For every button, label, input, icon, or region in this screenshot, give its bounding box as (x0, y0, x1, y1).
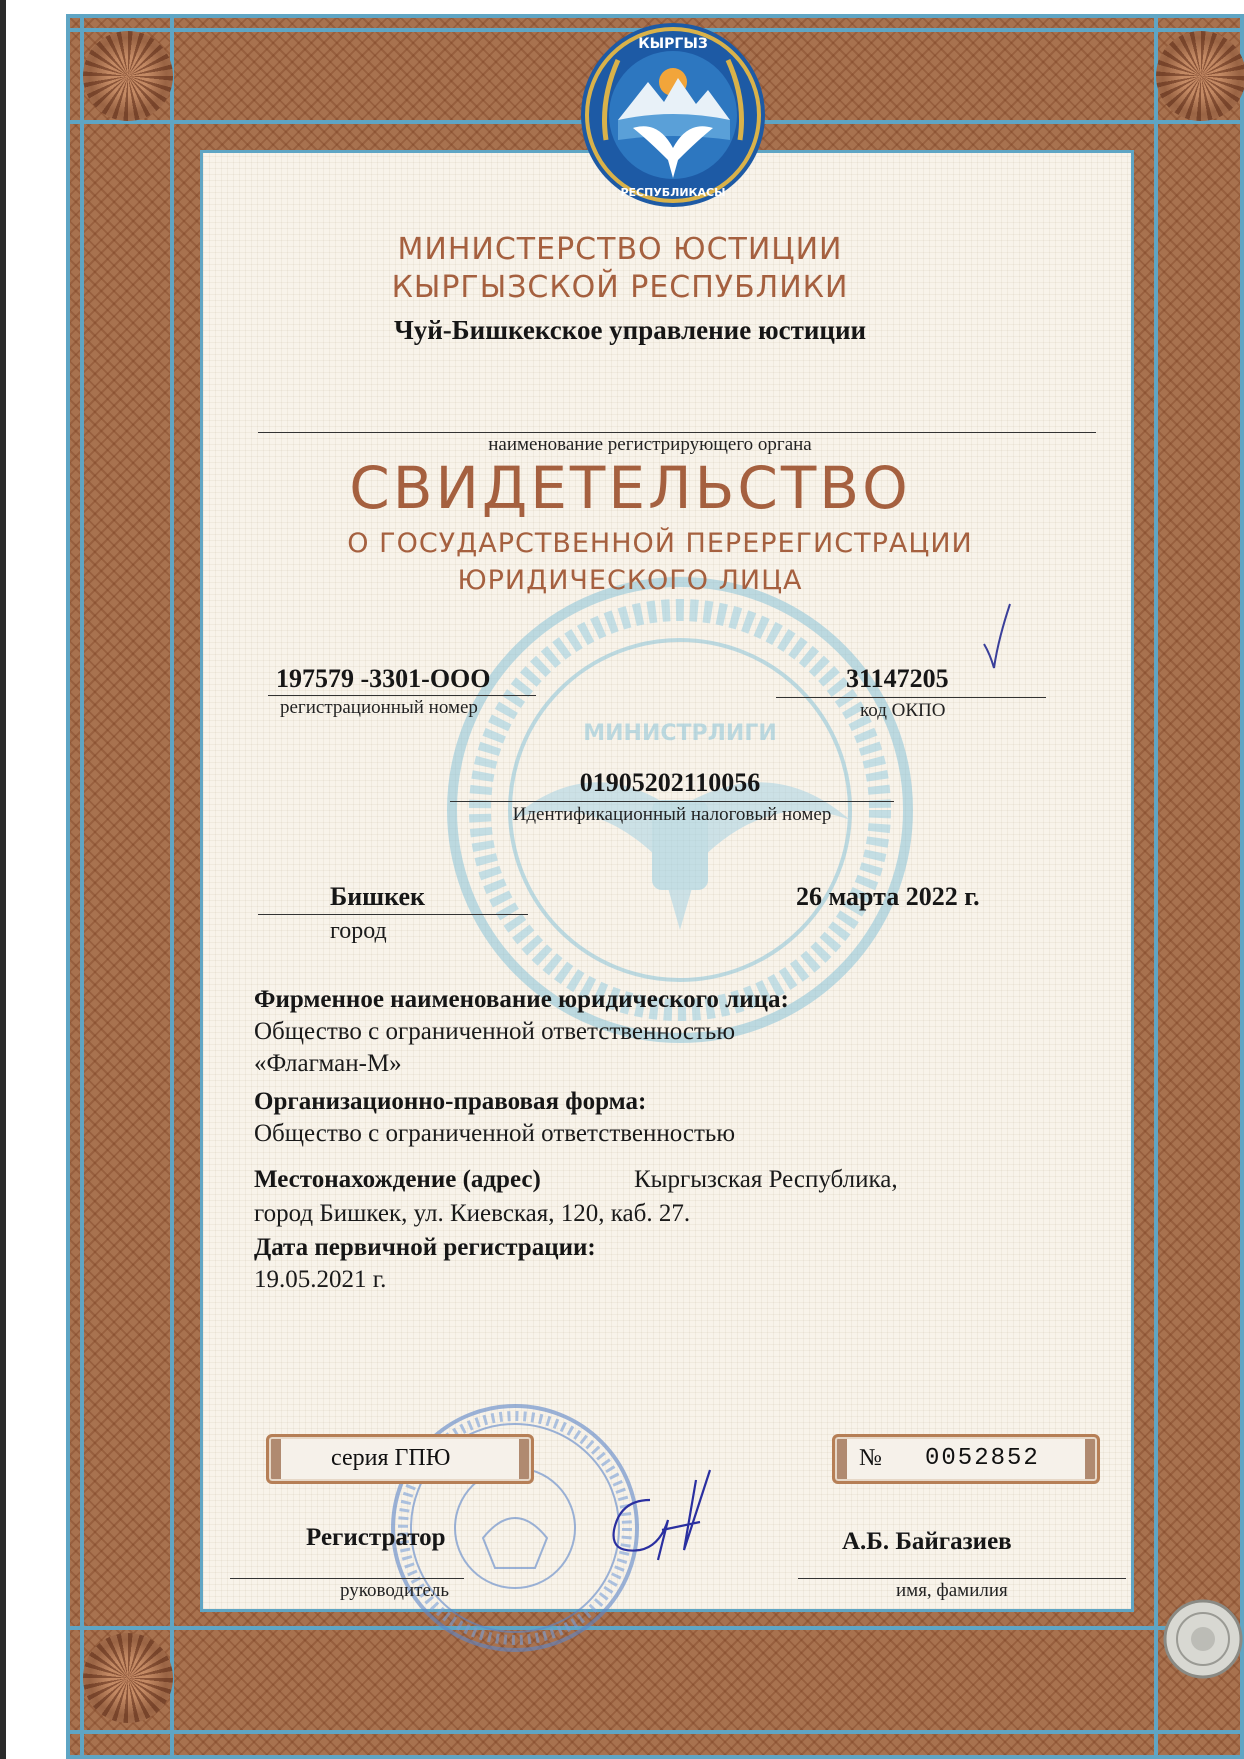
border-band-bottom-inner (66, 1626, 1244, 1630)
okpo-code: 31147205 (846, 664, 949, 693)
registration-number-caption: регистрационный номер (280, 697, 478, 718)
scan-edge (0, 0, 6, 1759)
emblem-bottom-text: РЕСПУБЛИКАСЫ (620, 186, 726, 199)
legal-form-value: Общество с ограниченной ответственностью (254, 1120, 735, 1147)
okpo-underline (776, 697, 1046, 698)
issue-date: 26 марта 2022 г. (796, 882, 980, 911)
address-label: Местонахождение (адрес) (254, 1166, 541, 1193)
company-name-label: Фирменное наименование юридического лица: (254, 986, 789, 1013)
document-number: 0052852 (925, 1445, 1040, 1472)
border-band-bottom (66, 1730, 1244, 1734)
corner-rosette-bottom-left (83, 1633, 173, 1723)
checkmark-icon (980, 600, 1014, 672)
first-registration-value: 19.05.2021 г. (254, 1266, 387, 1293)
address-line-2: город Бишкек, ул. Киевская, 120, каб. 27. (254, 1200, 691, 1227)
number-plaque (832, 1434, 1100, 1484)
certificate-subtitle-1: О ГОСУДАРСТВЕННОЙ ПЕРЕРЕГИСТРАЦИИ (347, 528, 973, 559)
ministry-line-2: КЫРГЫЗСКОЙ РЕСПУБЛИКИ (391, 270, 849, 305)
registrar-label: Регистратор (306, 1524, 446, 1551)
department-caption: наименование регистрирующего органа (488, 434, 812, 455)
department-underline (258, 432, 1096, 433)
corner-rosette-top-left (83, 31, 173, 121)
registration-number: 197579 -3301-ООО (276, 664, 491, 693)
series-plaque (266, 1434, 534, 1484)
company-name-line-1: Общество с ограниченной ответственностью (254, 1018, 735, 1045)
certificate-subtitle-2: ЮРИДИЧЕСКОГО ЛИЦА (457, 565, 803, 596)
address-line-1: Кыргызская Республика, (634, 1166, 898, 1193)
watermark-text: МИНИСТРЛИГИ (583, 721, 777, 746)
tax-id-underline (450, 801, 894, 802)
registrar-name: А.Б. Байгазиев (842, 1528, 1012, 1555)
city-caption: город (330, 918, 387, 944)
signature (600, 1460, 730, 1570)
name-caption: имя, фамилия (896, 1580, 1008, 1601)
company-name-line-2: «Флагман-М» (254, 1050, 402, 1077)
corner-rosette-top-right (1156, 31, 1244, 121)
first-registration-label: Дата первичной регистрации: (254, 1234, 596, 1261)
name-underline (798, 1578, 1126, 1579)
registrar-caption: руководитель (340, 1580, 450, 1601)
tax-id-caption: Идентификационный налоговый номер (512, 804, 832, 825)
number-sign: № (859, 1445, 882, 1471)
border-band-left (80, 14, 84, 1759)
department-name: Чуй-Бишкекское управление юстиции (393, 315, 867, 345)
hologram-seal-icon (1162, 1598, 1244, 1680)
series-text: серия ГПЮ (331, 1445, 451, 1471)
city-underline (258, 914, 528, 915)
city-value: Бишкек (330, 882, 425, 911)
certificate-title: СВИДЕТЕЛЬСТВО (349, 454, 911, 522)
state-emblem (578, 20, 768, 210)
okpo-caption: код ОКПО (860, 700, 946, 721)
tax-id-number: 01905202110056 (579, 768, 761, 797)
registrar-underline (230, 1578, 464, 1579)
border-band-right-inner (1154, 14, 1158, 1759)
registration-number-underline (268, 695, 536, 696)
emblem-top-text: КЫРГЫЗ (638, 36, 708, 52)
legal-form-label: Организационно-правовая форма: (254, 1088, 647, 1115)
ministry-line-1: МИНИСТЕРСТВО ЮСТИЦИИ (397, 232, 843, 267)
border-band-left-inner (170, 14, 174, 1759)
